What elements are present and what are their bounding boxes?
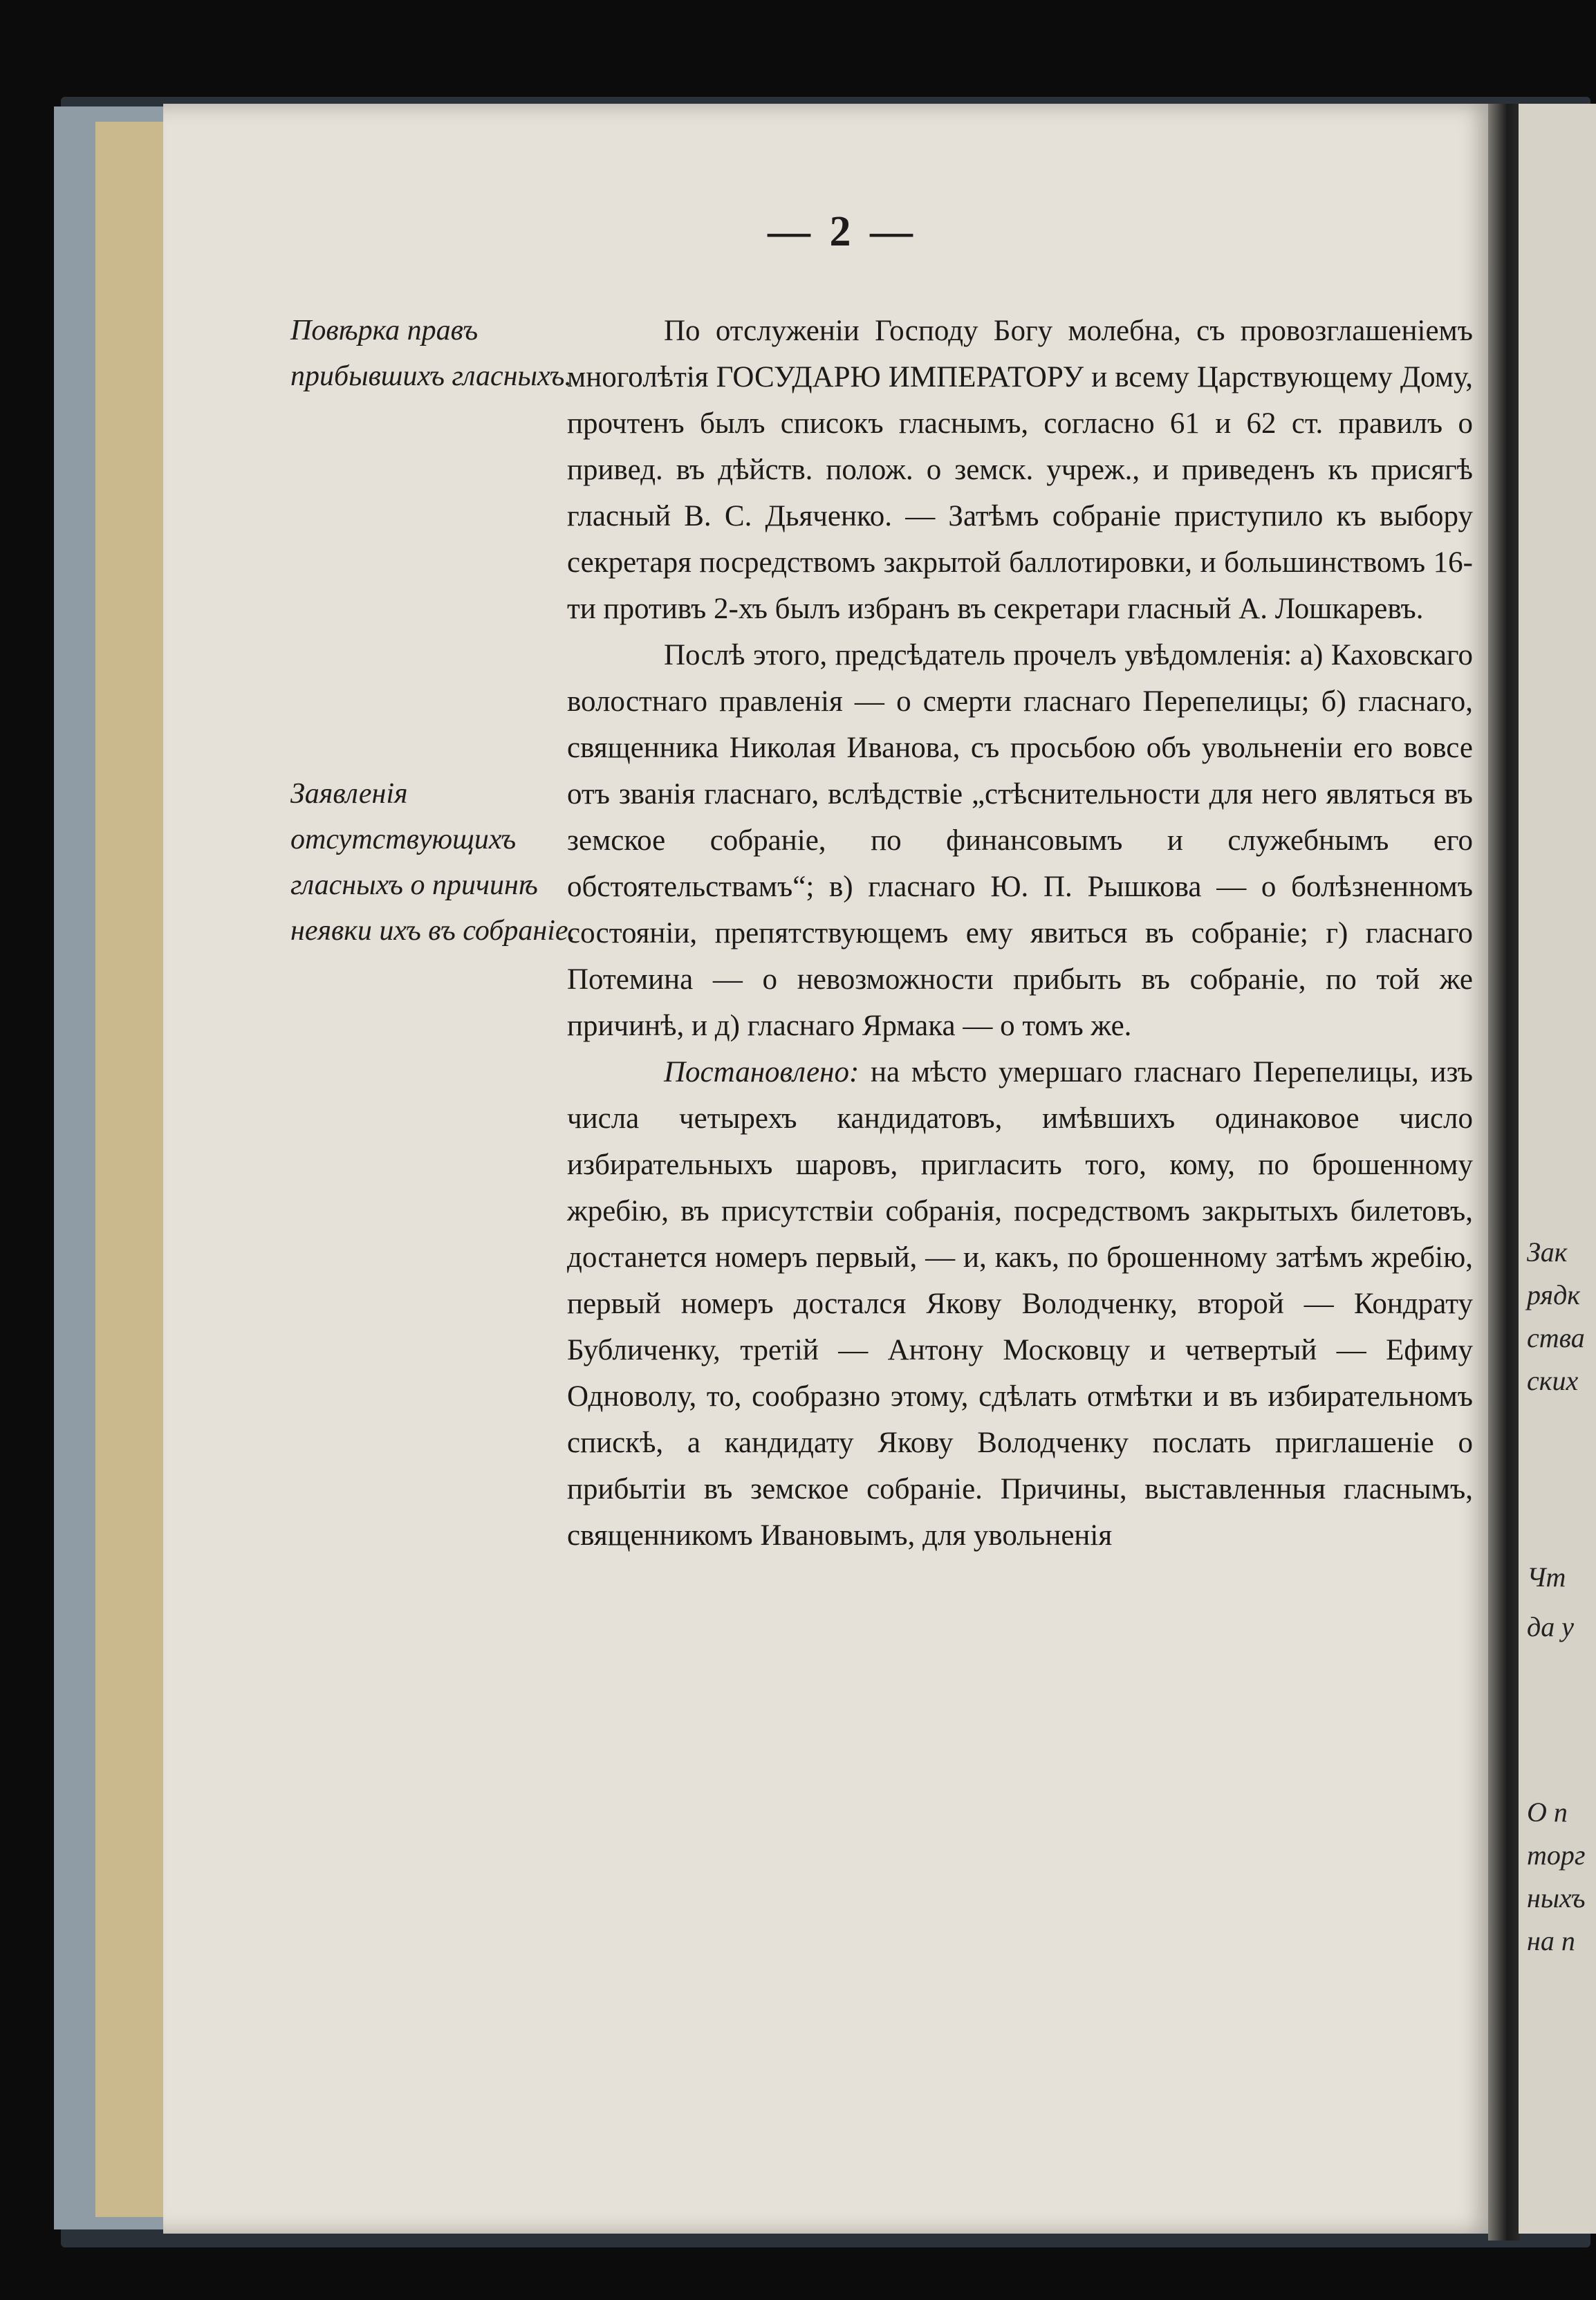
edge-word: ских: [1527, 1365, 1579, 1396]
margin-note-verification: Повѣрка правъ прибывшихъ гласныхъ.: [290, 315, 572, 392]
body-text: [567, 308, 1473, 1559]
margin-note-absent-statements: Заявленія отсутствующихъ гласныхъ о причинѣ неявки ихъ въ собраніе.: [290, 778, 576, 947]
edge-word: на п: [1527, 1925, 1575, 1956]
book-gutter: [1488, 104, 1520, 2241]
edge-word: торг: [1527, 1839, 1586, 1871]
paragraph-lead: Постановлено:: [664, 1056, 860, 1088]
edge-word: да у: [1527, 1611, 1574, 1642]
paragraph-text: Послѣ этого, предсѣдатель прочелъ увѣдомленія: а) Каховскаго волостнаго правленія — о смерти гласнаго Перепелицы; б) гласнаго, священника Николая Иванова, съ просьбою объ увольненіи его вовсе отъ званія гласнаго, вслѣдствіе „стѣснительности для него являться въ земское собраніе, по финансовымъ и служебнымъ его обстоятельствамъ“; в) гласнаго Ю. П. Рышкова — о болѣзненномъ состояніи, препятствующемъ ему явиться въ собраніе; г) гласнаго Потемина — о невозможности прибыть въ собраніе, по той же причинѣ, и д) гласнаго Ярмака — о томъ же.: [567, 639, 1473, 1042]
paragraph-3: [567, 1049, 1473, 1559]
paragraph-1: [567, 308, 1473, 632]
edge-word: ства: [1527, 1322, 1585, 1353]
page-number: — 2 —: [768, 208, 917, 255]
paragraph-2: [567, 632, 1473, 1049]
endpaper-strip: [95, 122, 171, 2217]
paragraph-text: на мѣсто умершаго гласнаго Перепелицы, изъ числа четырехъ кандидатовъ, имѣвшихъ одинаковое число избирательныхъ шаровъ, пригласить того, кому, по брошенному жребію, въ присутствіи собранія, посредствомъ закрытыхъ билетовъ, достанется номеръ первый, — и, какъ, по брошенному затѣмъ жребію, первый номеръ достался Якову Володченку, второй — Кондрату Бубличенку, третій — Антону Московцу и четвертый — Ефиму Одноволу, то, сообразно этому, сдѣлать отмѣтки и въ избирательномъ спискѣ, а кандидату Якову Володченку послать приглашеніе о прибытіи въ земское собраніе. Причины, выставленныя гласнымъ, священникомъ Ивановымъ, для увольненія: [567, 1056, 1473, 1552]
edge-word: О п: [1527, 1797, 1568, 1828]
edge-word: ныхъ: [1527, 1882, 1586, 1913]
edge-word: Чт: [1527, 1561, 1566, 1593]
edge-word: рядк: [1527, 1279, 1581, 1310]
edge-word: Зак: [1527, 1236, 1568, 1268]
paragraph-text: По отслуженіи Господу Богу молебна, съ провозглашеніемъ многолѣтія ГОСУДАРЮ ИМПЕРАТОРУ и всему Царствующему Дому, прочтенъ былъ списокъ гласнымъ, согласно 61 и 62 ст. правилъ о привед. въ дѣйств. полож. о земск. учреж., и приведенъ къ присягѣ гласный В. С. Дьяченко. — Затѣмъ собраніе приступило къ выбору секретаря посредствомъ закрытой баллотировки, и большинствомъ 16-ти противъ 2-хъ былъ избранъ въ секретари гласный А. Лошкаревъ.: [567, 315, 1473, 625]
